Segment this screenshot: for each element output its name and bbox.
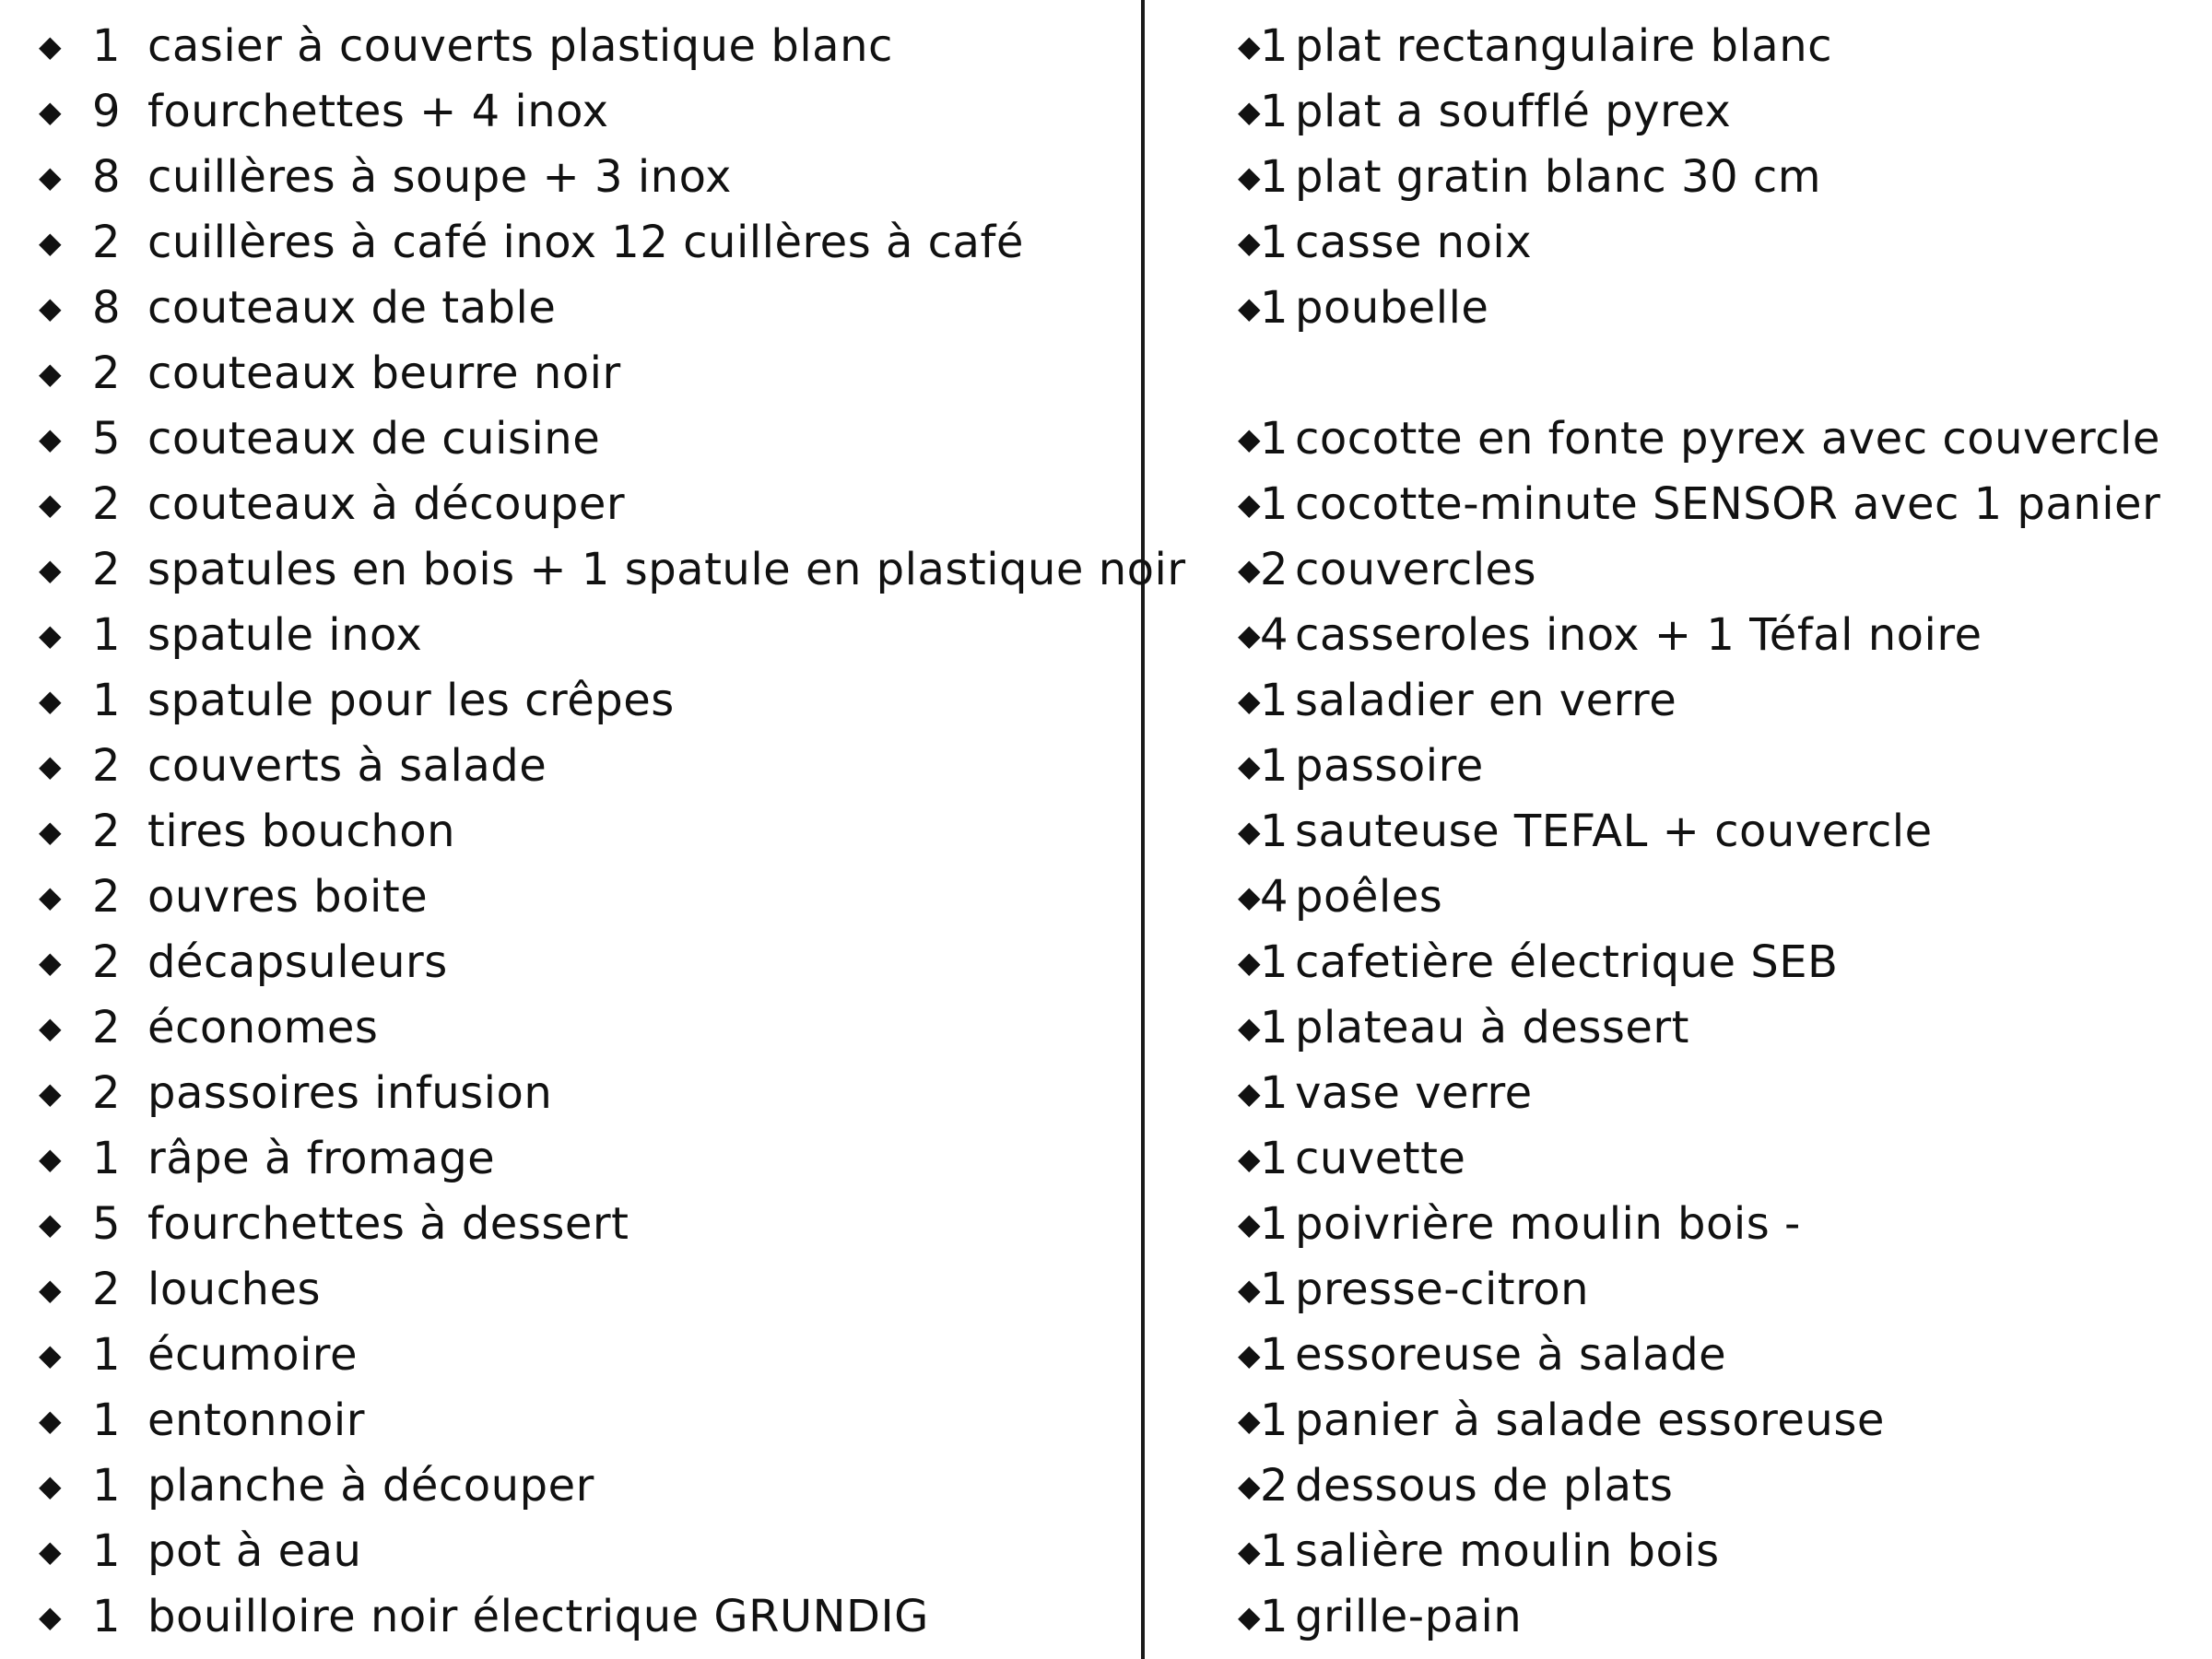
item-description: passoires infusion — [147, 1067, 553, 1119]
item-description: vase verre — [1295, 1067, 1533, 1119]
bullet-icon: ◆ — [39, 356, 63, 391]
item-description: ouvres boite — [147, 871, 429, 923]
bullet-icon: ◆ — [1238, 1076, 1262, 1111]
item-description: pot à eau — [147, 1525, 362, 1577]
bullet-icon: ◆ — [39, 159, 63, 194]
item-description: couvercles — [1295, 544, 1537, 595]
item-quantity: 1 — [1260, 478, 1289, 530]
bullet-icon: ◆ — [39, 879, 63, 914]
bullet-icon: ◆ — [1238, 552, 1262, 587]
bullet-icon: ◆ — [1238, 1010, 1262, 1045]
bullet-icon: ◆ — [1238, 421, 1262, 456]
item-description: sauteuse TEFAL + couvercle — [1295, 806, 1933, 857]
item-quantity: 1 — [1260, 1002, 1289, 1053]
item-description: passoire — [1295, 740, 1484, 792]
bullet-icon: ◆ — [39, 1468, 63, 1503]
bullet-icon: ◆ — [39, 1206, 63, 1241]
bullet-icon: ◆ — [39, 945, 63, 980]
item-quantity: 4 — [1260, 609, 1289, 661]
item-quantity: 1 — [1260, 1394, 1289, 1446]
item-description: casse noix — [1295, 217, 1533, 268]
item-quantity: 1 — [92, 1133, 122, 1184]
item-quantity: 1 — [1260, 1264, 1289, 1315]
bullet-icon: ◆ — [1238, 1599, 1262, 1634]
item-description: plat rectangulaire blanc — [1295, 20, 1833, 72]
bullet-icon: ◆ — [1238, 1206, 1262, 1241]
item-quantity: 1 — [1260, 413, 1289, 465]
item-quantity: 1 — [92, 675, 122, 726]
item-quantity: 1 — [1260, 806, 1289, 857]
item-quantity: 1 — [92, 1525, 122, 1577]
bullet-icon: ◆ — [1238, 814, 1262, 849]
item-quantity: 2 — [1260, 544, 1289, 595]
bullet-icon: ◆ — [1238, 748, 1262, 783]
item-description: couteaux beurre noir — [147, 347, 621, 399]
item-quantity: 1 — [1260, 20, 1289, 72]
item-description: plat gratin blanc 30 cm — [1295, 151, 1822, 203]
bullet-icon: ◆ — [1238, 945, 1262, 980]
item-description: fourchettes à dessert — [147, 1198, 629, 1250]
item-description: fourchettes + 4 inox — [147, 86, 609, 137]
bullet-icon: ◆ — [1238, 1403, 1262, 1438]
item-quantity: 1 — [92, 1591, 122, 1642]
bullet-icon: ◆ — [39, 1337, 63, 1372]
item-description: planche à découper — [147, 1460, 594, 1512]
item-description: spatules en bois + 1 spatule en plastique noir — [147, 544, 1186, 595]
item-description: couteaux de cuisine — [147, 413, 601, 465]
item-quantity: 8 — [92, 151, 122, 203]
item-description: spatule pour les crêpes — [147, 675, 675, 726]
bullet-icon: ◆ — [1238, 159, 1262, 194]
bullet-icon: ◆ — [1238, 879, 1262, 914]
item-quantity: 1 — [1260, 1591, 1289, 1642]
bullet-icon: ◆ — [39, 1599, 63, 1634]
item-description: couteaux de table — [147, 282, 557, 334]
bullet-icon: ◆ — [39, 814, 63, 849]
bullet-icon: ◆ — [39, 1141, 63, 1176]
bullet-icon: ◆ — [39, 552, 63, 587]
item-quantity: 2 — [92, 217, 122, 268]
item-description: casier à couverts plastique blanc — [147, 20, 893, 72]
item-quantity: 2 — [92, 347, 122, 399]
item-description: cocotte-minute SENSOR avec 1 panier — [1295, 478, 2161, 530]
item-description: économes — [147, 1002, 379, 1053]
item-quantity: 5 — [92, 1198, 122, 1250]
bullet-icon: ◆ — [39, 1076, 63, 1111]
column-divider — [1141, 0, 1145, 1659]
item-description: presse-citron — [1295, 1264, 1590, 1315]
bullet-icon: ◆ — [1238, 487, 1262, 522]
bullet-icon: ◆ — [1238, 290, 1262, 325]
bullet-icon: ◆ — [1238, 1141, 1262, 1176]
item-quantity: 1 — [1260, 1329, 1289, 1381]
item-quantity: 9 — [92, 86, 122, 137]
item-quantity: 2 — [92, 1067, 122, 1119]
bullet-icon: ◆ — [39, 421, 63, 456]
item-quantity: 8 — [92, 282, 122, 334]
item-description: couteaux à découper — [147, 478, 626, 530]
bullet-icon: ◆ — [39, 1534, 63, 1569]
item-quantity: 5 — [92, 413, 122, 465]
item-quantity: 1 — [1260, 1525, 1289, 1577]
item-description: cuillères à café inox 12 cuillères à café — [147, 217, 1024, 268]
item-quantity: 2 — [92, 478, 122, 530]
item-quantity: 2 — [92, 936, 122, 988]
item-description: râpe à fromage — [147, 1133, 496, 1184]
bullet-icon: ◆ — [39, 290, 63, 325]
item-quantity: 1 — [1260, 1133, 1289, 1184]
item-description: couverts à salade — [147, 740, 547, 792]
bullet-icon: ◆ — [39, 487, 63, 522]
item-quantity: 1 — [92, 1394, 122, 1446]
bullet-icon: ◆ — [1238, 1337, 1262, 1372]
bullet-icon: ◆ — [39, 225, 63, 260]
item-description: louches — [147, 1264, 321, 1315]
item-description: panier à salade essoreuse — [1295, 1394, 1885, 1446]
item-description: essoreuse à salade — [1295, 1329, 1727, 1381]
item-description: cuillères à soupe + 3 inox — [147, 151, 732, 203]
item-description: écumoire — [147, 1329, 359, 1381]
item-quantity: 1 — [1260, 151, 1289, 203]
bullet-icon: ◆ — [1238, 1534, 1262, 1569]
item-quantity: 1 — [92, 1460, 122, 1512]
item-quantity: 2 — [1260, 1460, 1289, 1512]
item-quantity: 1 — [1260, 1198, 1289, 1250]
bullet-icon: ◆ — [39, 29, 63, 64]
item-description: tires bouchon — [147, 806, 455, 857]
bullet-icon: ◆ — [39, 94, 63, 129]
item-quantity: 1 — [1260, 1067, 1289, 1119]
bullet-icon: ◆ — [39, 1403, 63, 1438]
bullet-icon: ◆ — [1238, 94, 1262, 129]
item-quantity: 1 — [92, 609, 122, 661]
item-description: poivrière moulin bois - — [1295, 1198, 1801, 1250]
item-description: poêles — [1295, 871, 1443, 923]
item-description: plat a soufflé pyrex — [1295, 86, 1732, 137]
bullet-icon: ◆ — [39, 1010, 63, 1045]
item-quantity: 2 — [92, 1002, 122, 1053]
item-quantity: 2 — [92, 740, 122, 792]
item-quantity: 1 — [1260, 936, 1289, 988]
item-description: cuvette — [1295, 1133, 1466, 1184]
item-quantity: 1 — [1260, 675, 1289, 726]
item-quantity: 2 — [92, 544, 122, 595]
bullet-icon: ◆ — [1238, 618, 1262, 653]
bullet-icon: ◆ — [39, 683, 63, 718]
item-quantity: 1 — [92, 20, 122, 72]
item-description: casseroles inox + 1 Téfal noire — [1295, 609, 1983, 661]
bullet-icon: ◆ — [1238, 1272, 1262, 1307]
item-description: dessous de plats — [1295, 1460, 1674, 1512]
bullet-icon: ◆ — [39, 618, 63, 653]
item-quantity: 1 — [1260, 217, 1289, 268]
item-quantity: 2 — [92, 871, 122, 923]
item-description: cocotte en fonte pyrex avec couvercle — [1295, 413, 2160, 465]
item-description: cafetière électrique SEB — [1295, 936, 1839, 988]
item-quantity: 1 — [92, 1329, 122, 1381]
item-quantity: 1 — [1260, 86, 1289, 137]
item-description: saladier en verre — [1295, 675, 1677, 726]
item-quantity: 1 — [1260, 282, 1289, 334]
bullet-icon: ◆ — [1238, 683, 1262, 718]
bullet-icon: ◆ — [39, 1272, 63, 1307]
item-description: spatule inox — [147, 609, 423, 661]
bullet-icon: ◆ — [1238, 225, 1262, 260]
item-quantity: 2 — [92, 806, 122, 857]
item-quantity: 1 — [1260, 740, 1289, 792]
item-description: entonnoir — [147, 1394, 365, 1446]
item-description: bouilloire noir électrique GRUNDIG — [147, 1591, 929, 1642]
item-description: salière moulin bois — [1295, 1525, 1720, 1577]
bullet-icon: ◆ — [1238, 1468, 1262, 1503]
item-description: plateau à dessert — [1295, 1002, 1689, 1053]
item-description: grille-pain — [1295, 1591, 1523, 1642]
item-quantity: 2 — [92, 1264, 122, 1315]
item-quantity: 4 — [1260, 871, 1289, 923]
item-description: décapsuleurs — [147, 936, 448, 988]
bullet-icon: ◆ — [39, 748, 63, 783]
item-description: poubelle — [1295, 282, 1489, 334]
bullet-icon: ◆ — [1238, 29, 1262, 64]
